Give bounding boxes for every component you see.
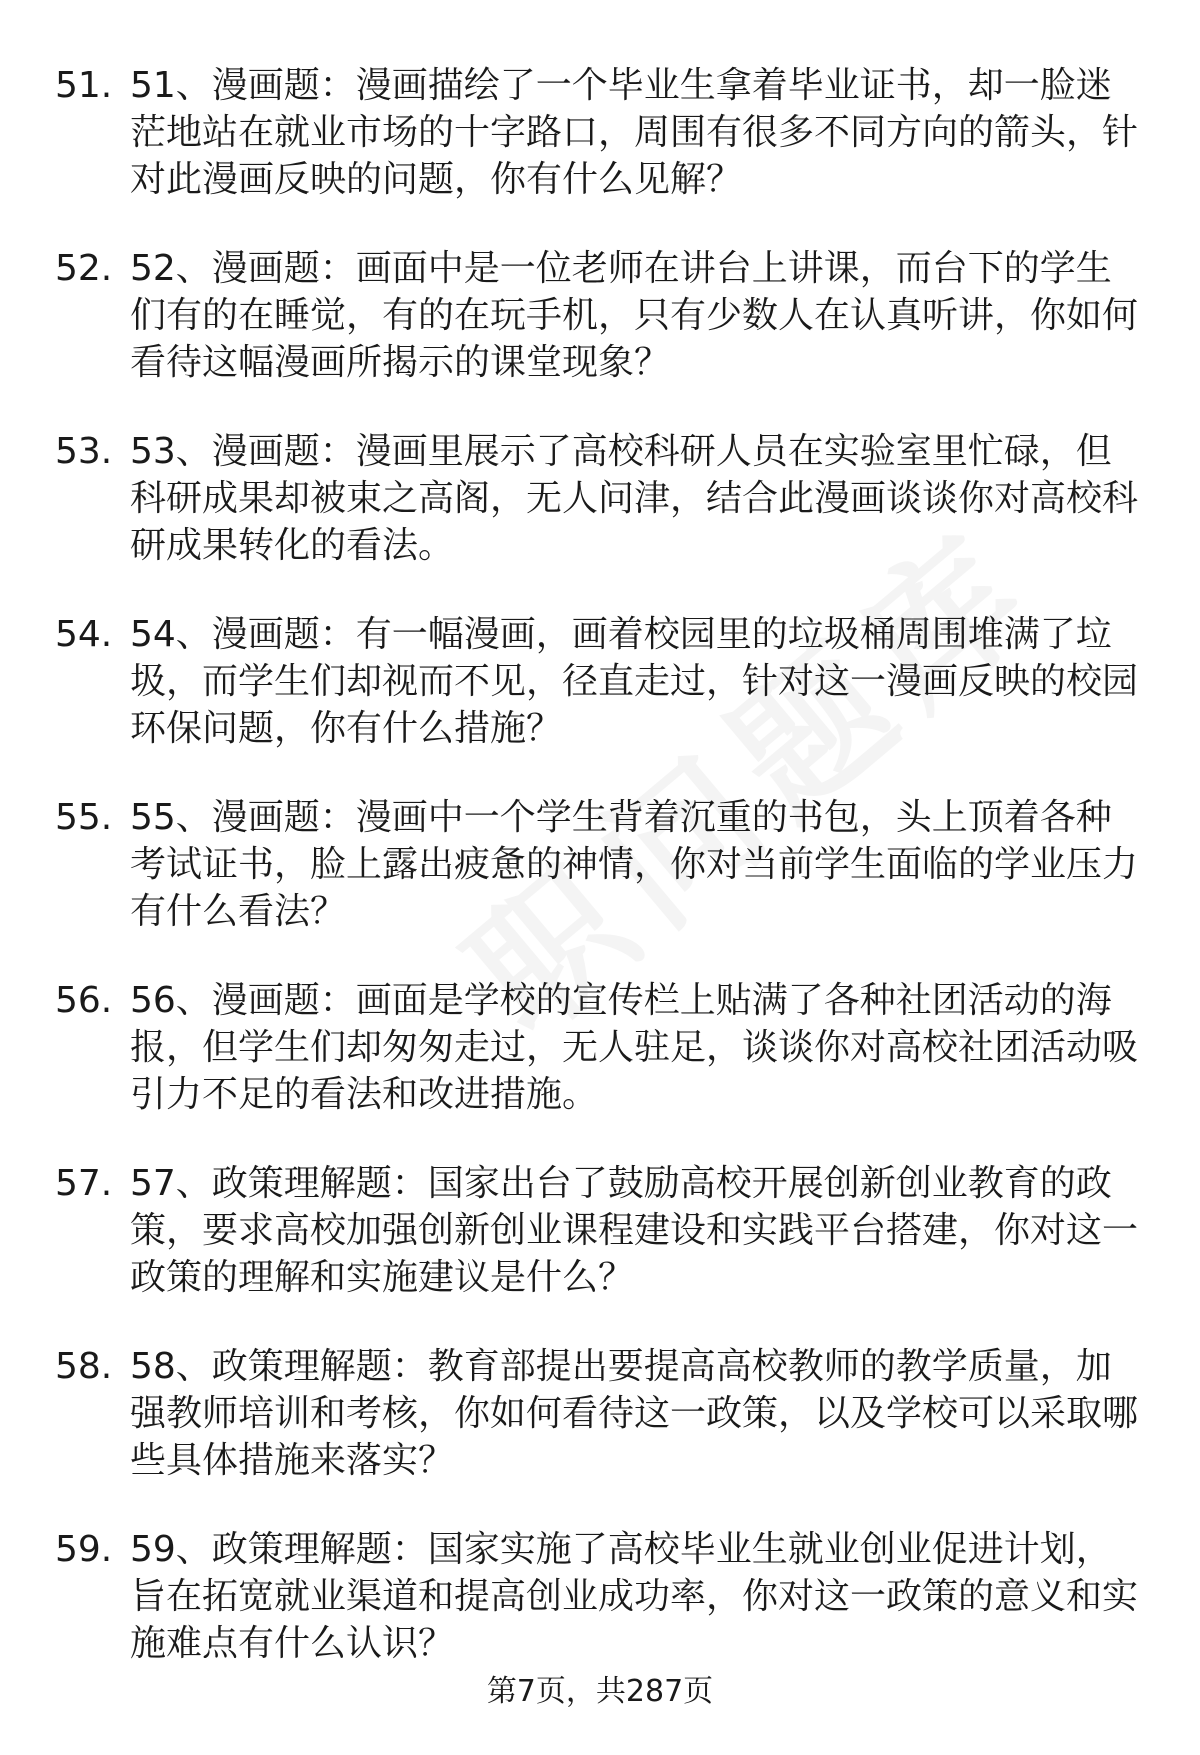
question-number: 54. bbox=[55, 614, 113, 655]
question-text: 59、政策理解题：国家实施了高校毕业生就业创业促进计划，旨在拓宽就业渠道和提高创业成功率，你对这一政策的意义和实施难点有什么认识？ bbox=[130, 1529, 1139, 1664]
question-number: 57. bbox=[55, 1163, 113, 1204]
list-item bbox=[0, 611, 1200, 765]
list-item bbox=[0, 977, 1200, 1131]
question-number: 52. bbox=[55, 248, 113, 289]
question-text: 55、漫画题：漫画中一个学生背着沉重的书包，头上顶着各种考试证书，脸上露出疲惫的神情，你对当前学生面临的学业压力有什么看法？ bbox=[130, 797, 1139, 932]
list-item bbox=[0, 1526, 1200, 1680]
question-text: 57、政策理解题：国家出台了鼓励高校开展创新创业教育的政策，要求高校加强创新创业课程建设和实践平台搭建，你对这一政策的理解和实施建议是什么？ bbox=[130, 1163, 1139, 1298]
list-item bbox=[0, 1160, 1200, 1314]
list-item bbox=[0, 428, 1200, 582]
question-number: 51. bbox=[55, 65, 113, 106]
list-item bbox=[0, 794, 1200, 948]
list-item bbox=[0, 245, 1200, 399]
page-footer: 第7页，共287页 bbox=[486, 1674, 714, 1709]
question-text: 54、漫画题：有一幅漫画，画着校园里的垃圾桶周围堆满了垃圾，而学生们却视而不见，径直走过，针对这一漫画反映的校园环保问题，你有什么措施？ bbox=[130, 614, 1139, 749]
question-text: 56、漫画题：画面是学校的宣传栏上贴满了各种社团活动的海报，但学生们却匆匆走过，无人驻足，谈谈你对高校社团活动吸引力不足的看法和改进措施。 bbox=[130, 980, 1139, 1115]
list-item bbox=[0, 62, 1200, 216]
question-text: 51、漫画题：漫画描绘了一个毕业生拿着毕业证书，却一脸迷茫地站在就业市场的十字路口，周围有很多不同方向的箭头，针对此漫画反映的问题，你有什么见解？ bbox=[130, 65, 1139, 200]
question-number: 53. bbox=[55, 431, 113, 472]
question-text: 53、漫画题：漫画里展示了高校科研人员在实验室里忙碌，但科研成果却被束之高阁，无人问津，结合此漫画谈谈你对高校科研成果转化的看法。 bbox=[130, 431, 1139, 566]
question-number: 56. bbox=[55, 980, 113, 1021]
list-item bbox=[0, 1343, 1200, 1497]
question-list bbox=[0, 62, 1200, 1709]
question-number: 55. bbox=[55, 797, 113, 838]
question-number: 58. bbox=[55, 1346, 113, 1387]
question-number: 59. bbox=[55, 1529, 113, 1570]
question-text: 52、漫画题：画面中是一位老师在讲台上讲课，而台下的学生们有的在睡觉，有的在玩手机，只有少数人在认真听讲，你如何看待这幅漫画所揭示的课堂现象？ bbox=[130, 248, 1139, 383]
question-text: 58、政策理解题：教育部提出要提高高校教师的教学质量，加强教师培训和考核，你如何看待这一政策，以及学校可以采取哪些具体措施来落实？ bbox=[130, 1346, 1139, 1481]
